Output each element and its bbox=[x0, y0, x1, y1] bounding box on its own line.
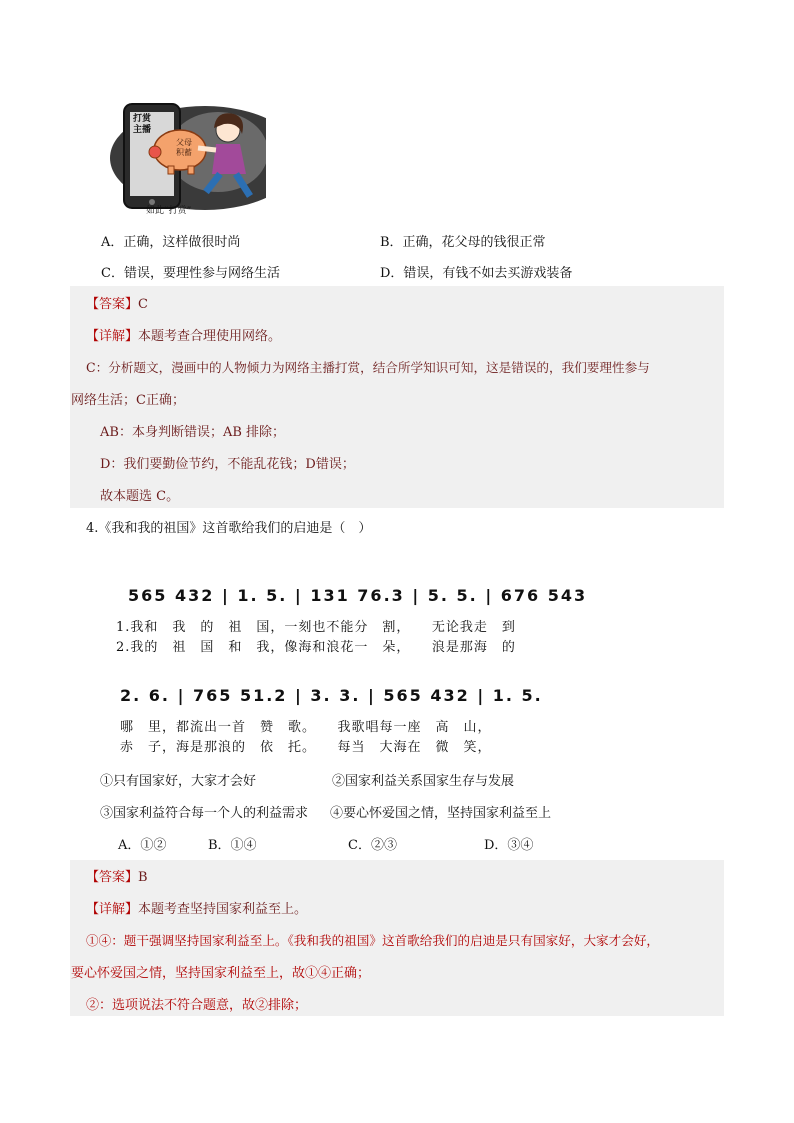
q4-statement-3: ③国家利益符合每一个人的利益需求 bbox=[100, 806, 309, 821]
phone-label-line-2: 主播 bbox=[133, 125, 152, 135]
cartoon-caption: 如此“打赏” bbox=[146, 206, 192, 216]
q4-option-b: B．①④ bbox=[208, 838, 257, 853]
q4-detail-line-2: 要心怀爱国之情，坚持国家利益至上，故①④正确； bbox=[71, 966, 371, 981]
music-score bbox=[100, 576, 660, 756]
q4-detail-label: 【详解】 bbox=[86, 902, 139, 917]
q3-detail bbox=[86, 325, 281, 344]
q3-detail-line-3: AB：本身判断错误；AB 排除； bbox=[100, 425, 286, 440]
phone-label-line-1: 打赏 bbox=[133, 114, 152, 124]
phone-label bbox=[133, 114, 151, 136]
q4-stem: 4.《我和我的祖国》这首歌给我们的启迪是（ ） bbox=[86, 521, 372, 536]
pig-label-line-1: 父母 bbox=[176, 138, 192, 147]
cartoon-image bbox=[100, 100, 266, 216]
q3-option-a: A．正确，这样做很时尚 bbox=[101, 235, 241, 250]
q4-statement-1: ①只有国家好，大家才会好 bbox=[100, 774, 257, 789]
q4-statement-2: ②国家利益关系国家生存与发展 bbox=[332, 774, 515, 789]
q4-detail-intro: 本题考查坚持国家利益至上。 bbox=[138, 902, 308, 917]
q3-answer bbox=[86, 293, 148, 312]
q4-detail-line-3: ②：选项说法不符合题意，故②排除； bbox=[86, 998, 308, 1013]
pig-label bbox=[176, 138, 192, 158]
q3-option-c: C．错误，要理性参与网络生活 bbox=[101, 266, 280, 281]
score-row-2-lyric-2: 赤 子，海是那浪的 依 托。 每当 大海在 微 笑， bbox=[120, 740, 492, 755]
q4-answer-label: 【答案】 bbox=[86, 870, 139, 885]
score-row-1-lyric-2: 2.我的 祖 国 和 我，像海和浪花一 朵， 浪是那海 的 bbox=[116, 640, 516, 655]
q3-detail-line-1: C：分析题文，漫画中的人物倾力为网络主播打赏，结合所学知识可知，这是错误的，我们要理性参与 bbox=[86, 360, 650, 375]
q3-answer-label: 【答案】 bbox=[86, 297, 139, 312]
q3-option-d: D．错误，有钱不如去买游戏装备 bbox=[380, 266, 573, 281]
q4-option-a: A．①② bbox=[118, 838, 167, 853]
q4-detail-line-1: ①④：题干强调坚持国家利益至上。《我和我的祖国》这首歌给我们的启迪是只有国家好，大家才会好， bbox=[86, 933, 660, 948]
q3-detail-line-2: 网络生活；C正确； bbox=[71, 393, 185, 408]
score-row-1-notes: 565 432 | 1. 5. | 131 76.3 | 5. 5. | 676 543 bbox=[128, 586, 588, 605]
q4-option-d: D．③④ bbox=[484, 838, 534, 853]
q4-answer bbox=[86, 866, 148, 885]
q4-statement-4: ④要心怀爱国之情，坚持国家利益至上 bbox=[330, 806, 552, 821]
q3-option-b: B．正确，花父母的钱很正常 bbox=[380, 235, 546, 250]
q4-answer-value: B bbox=[138, 870, 148, 885]
q4-detail bbox=[86, 898, 307, 917]
q3-detail-line-4: D：我们要勤俭节约，不能乱花钱；D错误； bbox=[100, 457, 355, 472]
score-row-1-lyric-1: 1.我和 我 的 祖 国，一刻也不能分 割， 无论我走 到 bbox=[116, 620, 516, 635]
q4-option-c: C．②③ bbox=[348, 838, 397, 853]
score-row-2-notes: 2. 6. | 765 51.2 | 3. 3. | 565 432 | 1. 5. bbox=[120, 686, 543, 705]
score-row-2-lyric-1: 哪 里，都流出一首 赞 歌。 我歌唱每一座 高 山， bbox=[120, 720, 492, 735]
q3-detail-label: 【详解】 bbox=[86, 329, 139, 344]
q3-answer-value: C bbox=[138, 297, 148, 312]
q3-detail-intro: 本题考查合理使用网络。 bbox=[138, 329, 282, 344]
q3-detail-line-5: 故本题选 C。 bbox=[100, 489, 180, 504]
pig-label-line-2: 积蓄 bbox=[176, 148, 192, 157]
